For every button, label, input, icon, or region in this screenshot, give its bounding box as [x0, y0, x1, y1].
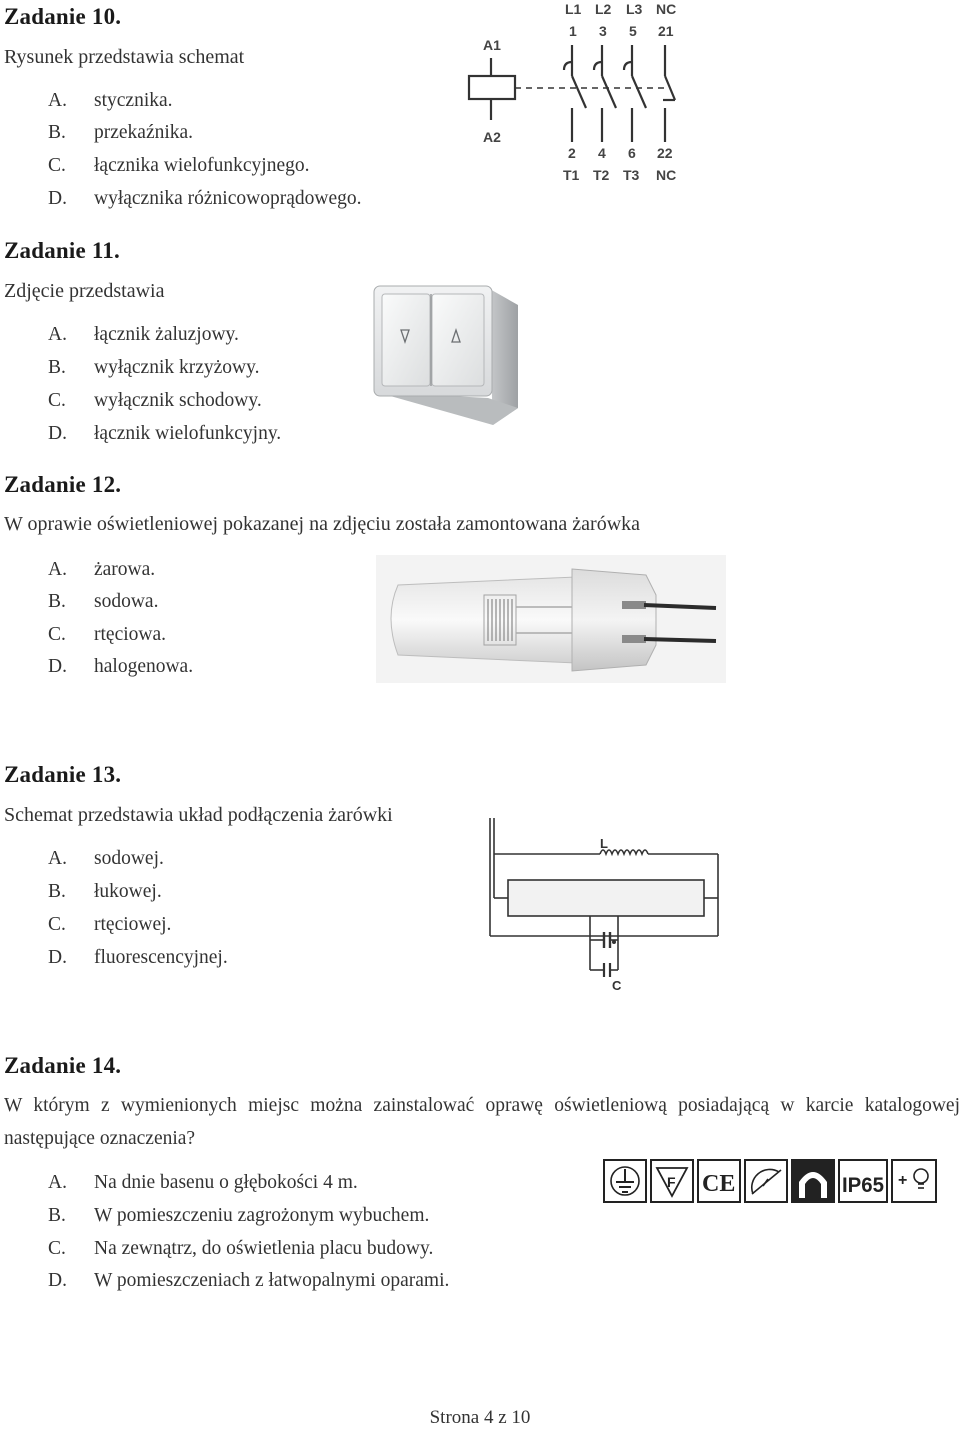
bottom-label-nc: NC: [656, 167, 677, 183]
top-label-l1: L1: [565, 1, 582, 17]
option-text: fluorescencyjnej.: [94, 947, 228, 968]
ip-rating-text: IP65: [842, 1174, 885, 1197]
fluorescent-circuit-schematic: [484, 818, 724, 996]
option-letter: B.: [48, 1205, 66, 1226]
option-letter: C.: [48, 624, 66, 645]
task-13-question: Schemat przedstawia układ podłączenia żarówki: [4, 804, 393, 826]
bottom-label-t1: T1: [563, 167, 580, 183]
top-number-5: 5: [629, 23, 637, 39]
option-text: wyłącznik krzyżowy.: [94, 357, 260, 378]
option-text: sodowa.: [94, 591, 159, 612]
option-text: W pomieszczeniach z łatwopalnymi oparami.: [94, 1270, 450, 1291]
task-14-question: W którym z wymienionych miejsc można zainstalować oprawę oświetleniową posiadającą w karcie katalogowej następujące oznaczenia?: [4, 1095, 960, 1149]
task-12-heading: Zadanie 12.: [4, 472, 122, 497]
min-distance-icon: [745, 1160, 787, 1202]
task-14-heading: Zadanie 14.: [4, 1053, 122, 1078]
option-text: W pomieszczeniu zagrożonym wybuchem.: [94, 1205, 430, 1226]
plus-mark-text: +: [898, 1172, 908, 1189]
contactor-schematic: [460, 0, 700, 190]
task-10-heading: Zadanie 10.: [4, 4, 122, 29]
option-letter: A.: [48, 324, 67, 345]
option-text: żarowa.: [94, 559, 156, 580]
bottom-label-t2: T2: [593, 167, 610, 183]
option-letter: D.: [48, 1270, 67, 1291]
option-letter: A.: [48, 90, 67, 111]
option-letter: C.: [48, 914, 66, 935]
task-10-question: Rysunek przedstawia schemat: [4, 46, 245, 68]
option-text: halogenowa.: [94, 656, 194, 677]
option-text: przekaźnika.: [94, 122, 194, 143]
option-letter: C.: [48, 155, 66, 176]
top-number-3: 3: [599, 23, 607, 39]
blind-switch-photo: [368, 280, 528, 430]
top-number-1: 1: [569, 23, 577, 39]
option-letter: D.: [48, 656, 67, 677]
task-13-heading: Zadanie 13.: [4, 762, 122, 787]
flame-mark-text: F: [667, 1174, 676, 1190]
ce-mark-text: CE: [702, 1171, 736, 1197]
task-12-question: W oprawie oświetleniowej pokazanej na zdjęciu została zamontowana żarówka: [4, 513, 641, 535]
option-letter: B.: [48, 357, 66, 378]
top-number-21: 21: [658, 23, 674, 39]
option-text: Na dnie basenu o głębokości 4 m.: [94, 1172, 358, 1193]
option-letter: B.: [48, 122, 66, 143]
option-letter: D.: [48, 188, 67, 209]
option-letter: A.: [48, 1172, 67, 1193]
option-letter: A.: [48, 559, 67, 580]
option-text: łącznik wielofunkcyjny.: [94, 423, 282, 444]
option-letter: D.: [48, 947, 67, 968]
option-text: rtęciowej.: [94, 914, 172, 935]
inductor-label: L: [600, 836, 608, 851]
option-text: łącznika wielofunkcyjnego.: [94, 155, 310, 176]
option-text: łukowej.: [94, 881, 162, 902]
option-text: sodowej.: [94, 848, 164, 869]
task-11-heading: Zadanie 11.: [4, 238, 120, 263]
bottom-number-6: 6: [628, 145, 636, 161]
bottom-number-22: 22: [657, 145, 673, 161]
coil-label-a2: A2: [483, 129, 501, 145]
page-footer: Strona 4 z 10: [429, 1407, 531, 1428]
option-letter: B.: [48, 591, 66, 612]
protective-earth-icon: [604, 1160, 646, 1202]
option-letter: A.: [48, 848, 67, 869]
coil-label-a1: A1: [483, 37, 501, 53]
option-text: stycznika.: [94, 90, 173, 111]
capacitor-label: C: [612, 978, 622, 993]
option-text: łącznik żaluzjowy.: [94, 324, 239, 345]
option-letter: B.: [48, 881, 66, 902]
bottom-number-2: 2: [568, 145, 576, 161]
option-letter: C.: [48, 1238, 66, 1259]
bottom-label-t3: T3: [623, 167, 640, 183]
option-letter: D.: [48, 423, 67, 444]
option-text: wyłącznika różnicowoprądowego.: [94, 188, 362, 209]
task-11-question: Zdjęcie przedstawia: [4, 280, 165, 302]
top-label-l2: L2: [595, 1, 612, 17]
luminaire-symbols-strip: [603, 1158, 939, 1204]
top-label-l3: L3: [626, 1, 643, 17]
halogen-bulb-photo: [376, 555, 726, 683]
option-letter: C.: [48, 390, 66, 411]
option-text: Na zewnątrz, do oświetlenia placu budowy.: [94, 1238, 434, 1259]
bottom-number-4: 4: [598, 145, 606, 161]
rough-service-icon: [792, 1160, 834, 1202]
top-label-nc: NC: [656, 1, 677, 17]
option-text: wyłącznik schodowy.: [94, 390, 262, 411]
option-text: rtęciowa.: [94, 624, 167, 645]
